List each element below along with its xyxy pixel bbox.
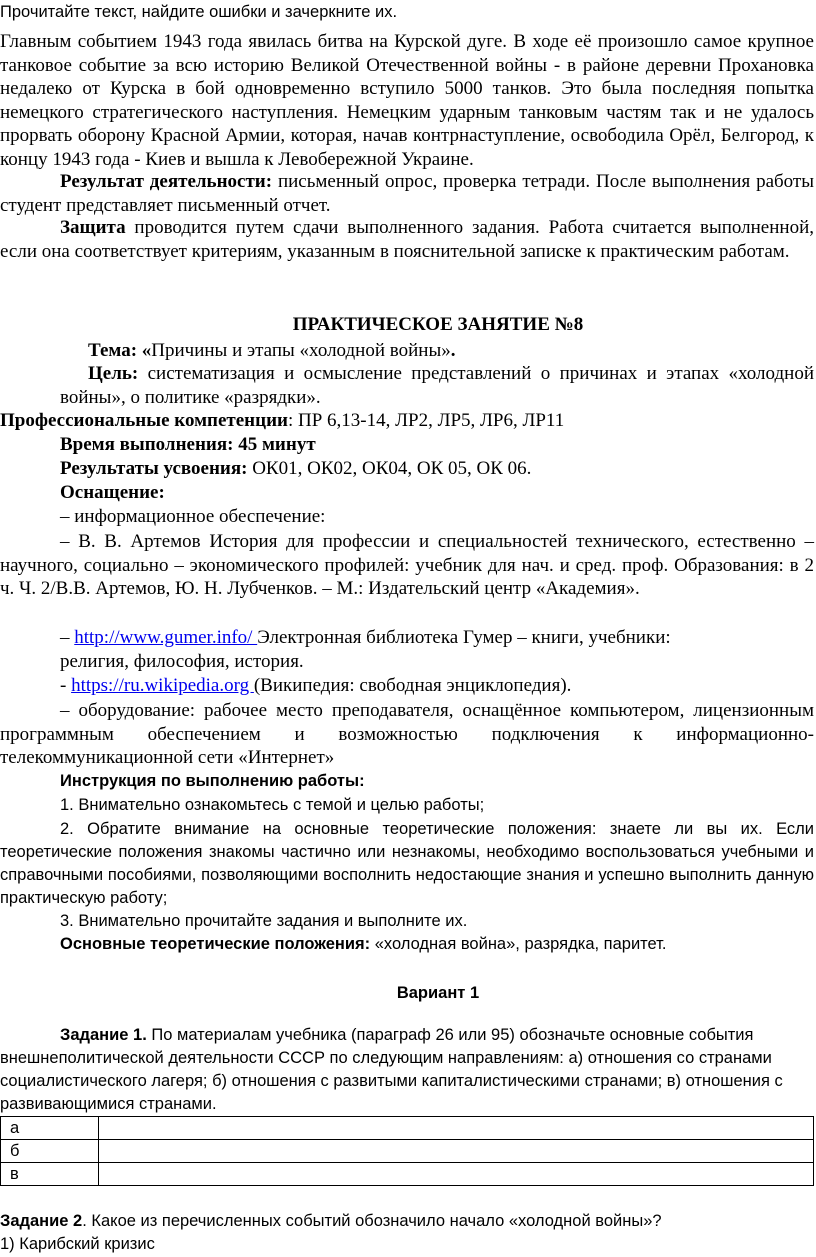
instruction-step-1: 1. Внимательно ознакомьтесь с темой и целью работы; <box>60 796 485 814</box>
info-support-line: – информационное обеспечение: <box>60 506 326 527</box>
wikipedia-link[interactable]: https://ru.wikipedia.org <box>71 675 254 696</box>
gumer-link[interactable]: http://www.gumer.info/ <box>74 627 258 648</box>
results-line: Результаты усвоения: ОК01, ОК02, ОК04, ОК 05, ОК 06. <box>60 458 532 479</box>
instruction-step-2: 2. Обратите внимание на основные теоретические положения: знаете ли вы их. Если теоретические положения знакомы частично или незнакомы, необходимо воспользоваться учебными и справочными пособиями, позволяющими восполнить недостающие знания и успешно выполнить данную практическую работу; <box>0 820 814 907</box>
answer-table <box>0 1114 816 1186</box>
gumer-line-2: религия, философия, история. <box>60 651 304 672</box>
defense-text: проводится путем сдачи выполненного задания. Работа считается выполненной, если она соответствует критериям, указанным в пояснительной записке к практическим работам. <box>0 217 814 262</box>
variant-heading: Вариант 1 <box>396 984 480 1002</box>
instructions-label: Инструкция по выполнению работы: <box>60 772 365 790</box>
task-2-label: Задание 2 <box>0 1212 83 1230</box>
table-row <box>1 1140 814 1163</box>
gumer-line: – http://www.gumer.info/ Электронная библиотека Гумер – книги, учебники: <box>60 627 671 648</box>
time-line: Время выполнения: 45 минут <box>60 434 316 455</box>
defense-label: Защита <box>60 217 126 238</box>
answer-cell[interactable] <box>99 1163 814 1186</box>
row-label: в <box>1 1163 99 1186</box>
defense-paragraph <box>0 216 816 263</box>
topic-label: Тема: « <box>88 340 152 361</box>
result-text: письменный опрос, проверка тетради. После выполнения работы студент представляет письменный отчет. <box>0 171 814 216</box>
hardware-paragraph: – оборудование: рабочее место преподавателя, оснащённое компьютером, лицензионным программным обеспечением и возможностью подключения к информационно-телекоммуникационной сети «Интернет» <box>0 700 814 768</box>
topic-line: Тема: «Причины и этапы «холодной войны». <box>88 340 456 361</box>
goal-paragraph <box>60 362 816 409</box>
result-label: Результат деятельности: <box>60 171 273 192</box>
competencies-label: Профессиональные компетенции <box>0 410 288 431</box>
intro-paragraph: Главным событием 1943 года явилась битва на Курской дуге. В ходе её произошло самое крупное танковое событие за всю историю Великой Отечественной войны - в районе деревни Прохановка недалеко от Курска в бой одновременно вступило 5000 танков. Это была последняя попытка немецкого стратегического наступления. Немецким ударным танковым частям так и не удалось прорвать оборону Красной Армии, которая, начав контрнаступление, освободила Орёл, Белгород, к концу 1943 года - Киев и вышла к Левобережной Украине. <box>0 31 814 170</box>
goal-label: Цель: <box>88 363 139 384</box>
instruction-step-3: 3. Внимательно прочитайте задания и выполните их. <box>60 912 468 930</box>
goal-text: систематизация и осмысление представлений о причинах и этапах «холодной войны», о политике «разрядки». <box>60 363 814 408</box>
task-1-label: Задание 1. <box>60 1026 147 1044</box>
table-row <box>1 1117 814 1140</box>
answer-cell[interactable] <box>99 1117 814 1140</box>
intro-task-line: Прочитайте текст, найдите ошибки и зачеркните их. <box>0 3 398 21</box>
task-1-paragraph: Задание 1. По материалам учебника (параграф 26 или 95) обозначьте основные события внешнеполитической деятельности СССР по следующим направлениям: а) отношения со странами социалистического лагеря; б) отношения с развитыми капиталистическими странами; в) отношения с развивающимися странами. <box>0 1026 783 1113</box>
competencies-line: Профессиональные компетенции: ПР 6,13-14, ЛР2, ЛР5, ЛР6, ЛР11 <box>0 410 565 431</box>
equipment-label: Оснащение: <box>60 482 165 503</box>
wiki-line: - https://ru.wikipedia.org (Википедия: свободная энциклопедия). <box>60 675 572 696</box>
result-paragraph <box>0 170 816 217</box>
answer-cell[interactable] <box>99 1140 814 1163</box>
book-reference: – В. В. Артемов История для профессии и специальностей технического, естественно – научного, социально – экономического профилей: учебник для нач. и сред. проф. Образования: в 2 ч. Ч. 2/В.В. Артемов, Ю. Н. Лубченков. – М.: Издательский центр «Академия». <box>0 531 814 599</box>
lesson-heading: ПРАКТИЧЕСКОЕ ЗАНЯТИЕ №8 <box>292 314 584 335</box>
theory-line: Основные теоретические положения: «холодная война», разрядка, паритет. <box>60 935 667 953</box>
topic-text: Причины и этапы «холодной войны» <box>151 340 451 361</box>
table-row <box>1 1163 814 1186</box>
task-2-option-1: 1) Карибский кризис <box>0 1235 155 1253</box>
row-label: а <box>1 1117 99 1140</box>
task-2-line: Задание 2. Какое из перечисленных событий обозначило начало «холодной войны»? <box>0 1212 662 1230</box>
row-label: б <box>1 1140 99 1163</box>
